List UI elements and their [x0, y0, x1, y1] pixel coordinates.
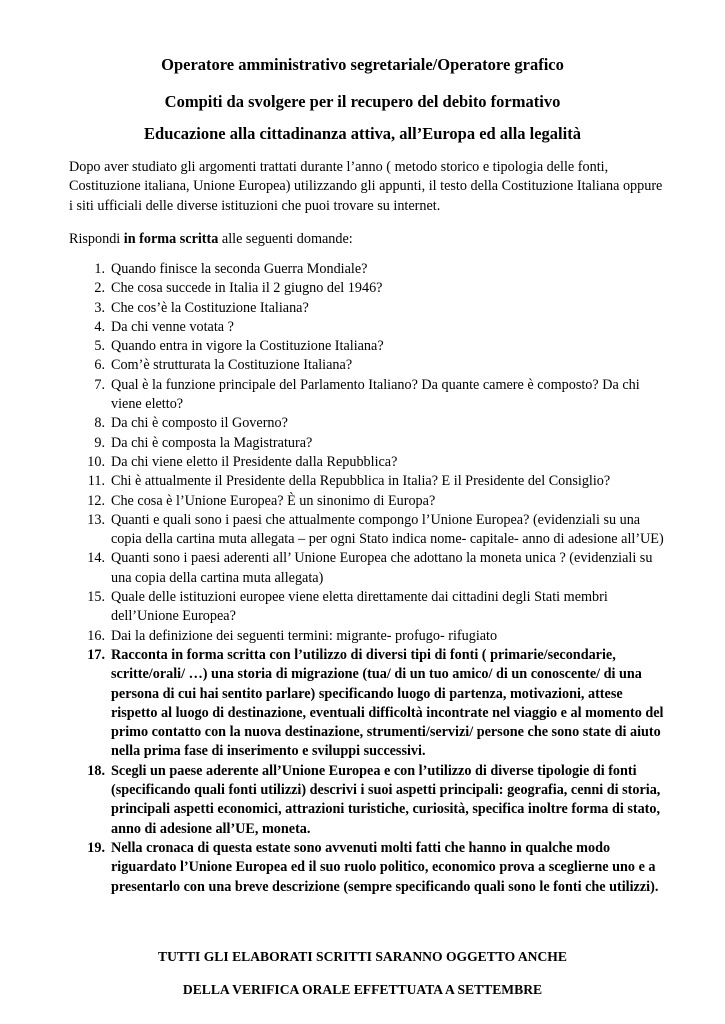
- question-text: Com’è strutturata la Costituzione Italiana?: [111, 357, 353, 374]
- question-text: Quando entra in vigore la Costituzione Italiana?: [111, 338, 384, 355]
- question-text: Che cosa succede in Italia il 2 giugno del 1946?: [111, 280, 383, 297]
- question-item: [69, 434, 669, 453]
- question-number: 10.: [87, 453, 105, 470]
- question-text: Racconta in forma scritta con l’utilizzo di diversi tipi di fonti ( primarie/secondarie, scritte/orali/ …) una storia di migrazione (tua/ di un tuo amico/ di un conoscente/ di una persona di cui hai sentito parlare) specificando luogo di partenza, motivazioni, attese rispetto al luogo di destinazione, eventuali difficoltà incontrate nel viaggio e al momento del primo contatto con la nuova destinazione, strumenti/servizi/ persone che sono state di aiuto nella prima fase di inserimento e sviluppi successivi.: [111, 646, 664, 760]
- footer-note-line-1: TUTTI GLI ELABORATI SCRITTI SARANNO OGGETTO ANCHE: [158, 949, 567, 964]
- instructions-before: Rispondi: [69, 231, 124, 247]
- page-subtitle: Compiti da svolgere per il recupero del debito formativo: [164, 92, 561, 111]
- questions-list: [69, 260, 669, 897]
- question-text: Scegli un paese aderente all’Unione Europea e con l’utilizzo di diverse tipologie di fonti (specificando quali fonti utilizzi) descrivi i suoi aspetti principali: geografia, cenni di storia, principali aspetti economici, attrazioni turistiche, curiosità, specifica inoltre forma di stato, anno di adesione all’UE, moneta.: [111, 762, 661, 837]
- question-number: 5.: [94, 338, 105, 355]
- question-item: [69, 762, 669, 839]
- question-item: [69, 453, 669, 472]
- question-text: Quando finisce la seconda Guerra Mondiale?: [111, 261, 368, 277]
- question-text: Quanti e quali sono i paesi che attualmente compongo l’Unione Europea? (evidenziali su una copia della cartina muta allegata – per ogni Stato indica nome- capitale- anno di adesione all’UE): [111, 511, 664, 548]
- question-item: [69, 356, 669, 375]
- question-number: 9.: [94, 434, 105, 451]
- question-item: [69, 472, 669, 491]
- intro-paragraph: Dopo aver studiato gli argomenti trattati durante l’anno ( metodo storico e tipologia delle fonti, Costituzione italiana, Unione Europea) utilizzando gli appunti, il testo della Costituzione Italiana oppure i siti ufficiali delle diverse istituzioni che puoi trovare su internet.: [69, 159, 663, 214]
- question-text: Nella cronaca di questa estate sono avvenuti molti fatti che hanno in qualche modo riguardato l’Unione Europea ed il suo ruolo politico, economico prova a sceglierne uno e a presentarlo con una breve descrizione (sempre specificando quali sono le fonti che utilizzi).: [111, 839, 659, 895]
- question-item: [69, 318, 669, 337]
- question-item: [69, 376, 669, 415]
- instructions-after: alle seguenti domande:: [218, 231, 353, 247]
- question-text: Da chi è composta la Magistratura?: [111, 434, 313, 451]
- question-number: 14.: [87, 550, 105, 567]
- question-item: [69, 260, 669, 279]
- question-number: 16.: [87, 627, 105, 644]
- question-item: [69, 337, 669, 356]
- question-number: 19.: [87, 839, 105, 856]
- question-number: 18.: [87, 762, 105, 779]
- question-item: [69, 549, 669, 588]
- question-item: [69, 646, 669, 762]
- question-text: Da chi è composto il Governo?: [111, 415, 288, 432]
- question-number: 12.: [87, 492, 105, 509]
- instructions-emphasis: in forma scritta: [123, 231, 219, 247]
- page-title: Operatore amministrativo segretariale/Operatore grafico: [161, 55, 564, 74]
- question-text: Da chi venne votata ?: [111, 318, 234, 335]
- question-number: 7.: [94, 376, 105, 393]
- question-number: 4.: [94, 318, 105, 335]
- footer-note-line-2: DELLA VERIFICA ORALE EFFETTUATA A SETTEMBRE: [182, 982, 543, 997]
- question-item: [69, 492, 669, 511]
- subject-heading: Educazione alla cittadinanza attiva, all’Europa ed alla legalità: [144, 124, 581, 143]
- question-text: Quanti sono i paesi aderenti all’ Unione Europea che adottano la moneta unica ? (evidenziali su una copia della cartina muta allegata): [111, 550, 653, 586]
- question-number: 6.: [94, 357, 105, 374]
- question-number: 17.: [87, 646, 105, 663]
- question-number: 8.: [94, 415, 105, 432]
- question-text: Dai la definizione dei seguenti termini: migrante- profugo- rifugiato: [111, 627, 498, 644]
- question-number: 2.: [94, 280, 105, 297]
- instructions-line: [69, 230, 669, 249]
- question-number: 13.: [87, 511, 105, 528]
- question-item: [69, 511, 669, 550]
- question-item: [69, 627, 669, 646]
- question-item: [69, 588, 669, 627]
- question-text: Da chi viene eletto il Presidente dalla Repubblica?: [111, 453, 398, 470]
- question-text: Che cosa è l’Unione Europea? È un sinonimo di Europa?: [111, 492, 436, 509]
- question-text: Chi è attualmente il Presidente della Repubblica in Italia? E il Presidente del Consiglio?: [111, 473, 611, 490]
- question-number: 15.: [87, 589, 105, 606]
- question-text: Che cos’è la Costituzione Italiana?: [111, 299, 309, 316]
- question-number: 11.: [87, 473, 105, 490]
- question-item: [69, 839, 669, 897]
- question-number: 3.: [94, 299, 105, 316]
- question-item: [69, 299, 669, 318]
- question-item: [69, 414, 669, 433]
- question-item: [69, 279, 669, 298]
- question-text: Quale delle istituzioni europee viene eletta direttamente dai cittadini degli Stati membri dell’Unione Europea?: [111, 589, 608, 625]
- question-number: 1.: [94, 261, 105, 277]
- question-text: Qual è la funzione principale del Parlamento Italiano? Da quante camere è composto? Da chi viene eletto?: [111, 376, 640, 413]
